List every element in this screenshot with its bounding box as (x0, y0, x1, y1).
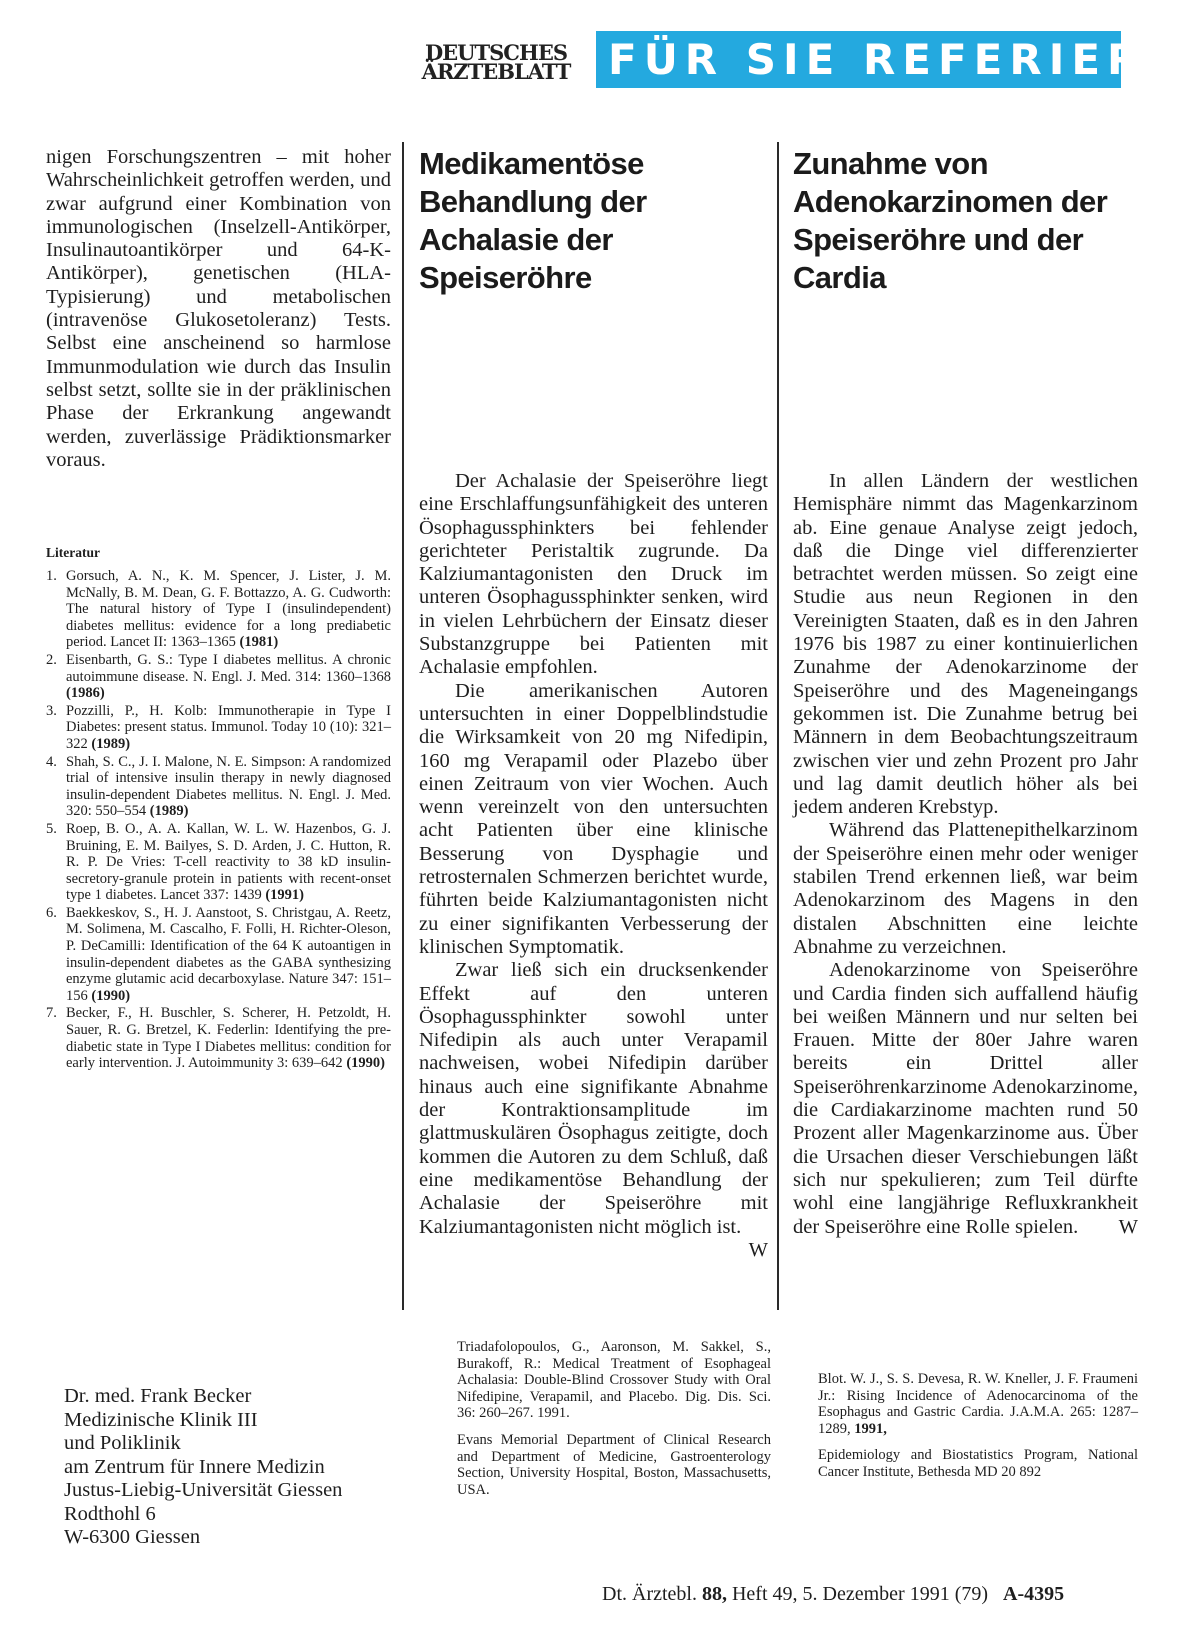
article2-source (457, 1339, 771, 1508)
article3-source (818, 1371, 1138, 1491)
section-title: FÜR SIE REFERIERT (608, 35, 1181, 84)
column1-paragraph: nigen Forschungszentren – mit hoher Wahrscheinlichkeit getroffen werden, und zwar aufgrund einer Kombination von immunologischen (Inselzell-Antikörper, Insulinautoantikörper und 64-K-Antikörper), genetischen (HLA-Typisierung) und metabolischen (intravenöse Glukosetoleranz) Tests. Selbst eine anscheinend so harmlose Immunmodulation wie durch das Insulin selbst setzt, sollte sie in der präklinischen Phase der Erkrankung angewandt werden, zuverlässige Prädiktionsmarker voraus. (46, 146, 391, 471)
article3-affiliation: Epidemiology and Biostatistics Program, National Cancer Institute, Bethesda MD 20 892 (818, 1447, 1138, 1480)
article2-affiliation: Evans Memorial Department of Clinical Research and Department of Medicine, Gastroenterology Section, University Hospital, Boston, Massachusetts, USA. (457, 1431, 771, 1498)
article2-paragraph: Der Achalasie der Speiseröhre liegt eine Erschlaffungsunfähigkeit des unteren Ösophagussphinkters bei fehlender gerichteter Peristaltik zugrunde. Da Kalziumantagonisten den Druck im unteren Ösophagussphinkter senken, wird in vielen Lehrbüchern der Einsatz dieser Substanzgruppe bei Patienten mit Achalasie empfohlen. (419, 470, 768, 679)
footer-issue: Heft 49, 5. Dezember 1991 (79) (731, 1583, 989, 1605)
footer-volume: 88, (701, 1583, 727, 1605)
reference-item: 5. Roep, B. O., A. A. Kallan, W. L. W. Hazenbos, G. J. Bruining, E. M. Bailyes, S. D. Arden, J. C. Hutton, R. R. P. De Vries: T-cell reactivity to 38 kD insulin-secretory-granule protein in patients with recent-onset type 1 diabetes. Lancet 337: 1439 (1991) (46, 820, 391, 904)
author-line: W-6300 Giessen (64, 1526, 201, 1548)
article2-paragraph: Die amerikanischen Autoren untersuchten in einer Doppelblindstudie die Wirksamkeit von 20 mg Nifedipin, 160 mg Verapamil oder Plazebo über einen Zeitraum von vier Wochen. Auch wenn vereinzelt von den untersuchten acht Patienten über eine klinische Besserung von Dysphagie und retrosternalen Schmerzen berichtet wurde, führten beide Kalziumantagonisten nicht zu einer signifikanten Verbesserung der klinischen Symptomatik. (419, 679, 768, 958)
journal-masthead-logo (408, 40, 584, 84)
article3-paragraph: Adenokarzinome von Speiseröhre und Cardia finden sich auffallend häufig bei weißen Männern und nur selten bei Frauen. Mitte der 80er Jahre waren bereits ein Drittel aller Speiseröhrenkarzinome Adenokarzinome, die Cardiakarzinome machten rund 50 Prozent aller Magenkarzinome aus. Über die Ursachen dieser Verschiebungen läßt sich nur spekulieren; zum Teil dürfte wohl eine langjährige Refluxkrankheit der Speiseröhre eine Rolle spielen. W (793, 959, 1138, 1238)
author-line: und Poliklinik (64, 1432, 181, 1454)
masthead-line2: ÄRZTEBLATT (421, 59, 571, 84)
reference-item: 1. Gorsuch, A. N., K. M. Spencer, J. Lister, J. M. McNally, B. M. Dean, G. F. Bottazzo, A. G. Cudworth: The natural history of Type I (insulindependent) diabetes mellitus: evidence for a long prediabetic period. Lancet II: 1363–1365 (1981) (46, 568, 391, 651)
masthead-line1: DEUTSCHES (424, 40, 568, 65)
author-name: Dr. med. Frank Becker (64, 1385, 252, 1407)
article2-reference: Triadafolopoulos, G., Aaronson, M. Sakkel, S., Burakoff, R.: Medical Treatment of Esophageal Achalasia: Double-Blind Crossover Study with Oral Nifedipine, Verapamil, and Placebo. Dig. Dis. Sci. 36: 260–267. 1991. (457, 1339, 771, 1422)
article2-paragraph: Zwar ließ sich ein drucksenkender Effekt auf den unteren Ösophagussphinkter sowohl unter Nifedipin als auch unter Verapamil nachweisen, wobei Nifedipin darüber hinaus auch eine signifikante Abnahme der Kontraktionsamplitude im glattmuskulären Ösophagus zeitigte, doch kommen die Autoren zu dem Schluß, daß eine medikamentöse Behandlung der Achalasie der Speiseröhre mit Kalziumantagonisten nicht möglich ist. W (419, 959, 768, 1261)
section-banner (596, 31, 1181, 88)
footer-journal: Dt. Ärztebl. (602, 1583, 697, 1605)
article3-paragraph: In allen Ländern der westlichen Hemisphäre nimmt das Magenkarzinom ab. Eine genaue Analyse zeigt jedoch, daß die Dinge viel differenzierter betrachtet werden müssen. So zeigt eine Studie aus neun Regionen in den Vereinigten Staaten, daß es in den Jahren 1976 bis 1987 zu einer kontinuierlichen Zunahme der Adenokarzinome der Speiseröhre und des Mageneingangs gekommen ist. Die Zunahme betrug bei Männern in dem Beobachtungszeitraum zwischen vier und zehn Prozent pro Jahr und lag damit deutlich höher als bei jedem anderen Krebstyp. (793, 470, 1138, 819)
author-line: Rodthohl 6 (64, 1502, 156, 1525)
reference-item: 2. Eisenbarth, G. S.: Type I diabetes mellitus. A chronic autoimmune disease. N. Engl. J. Med. 314: 1360–1368 (1986) (46, 651, 391, 702)
literature-heading: Literatur (46, 545, 100, 560)
article3-paragraph: Während das Plattenepithelkarzinom der Speiseröhre einen mehr oder weniger stabilen Trend erkennen ließ, war beim Adenokarzinom des Magens in den distalen Abschnitten eine leichte Abnahme zu verzeichnen. (793, 819, 1138, 958)
reference-item: 4. Shah, S. C., J. I. Malone, N. E. Simpson: A randomized trial of intensive insulin therapy in newly diagnosed insulin-dependent Diabetes mellitus. N. Engl. J. Med. 320: 550–554 (1989) (46, 753, 391, 820)
column-divider-left (402, 142, 404, 1310)
article3-title: Zunahme von Adenokarzinomen der Speiseröhre und der Cardia (793, 146, 1108, 295)
author-line: am Zentrum für Innere Medizin (64, 1455, 325, 1478)
article3-signature: W (1118, 1215, 1138, 1238)
author-address (64, 1385, 342, 1550)
column1-body (46, 146, 391, 472)
article2-body (419, 470, 768, 1262)
reference-list (46, 568, 391, 1073)
article3-body (793, 470, 1138, 1239)
reference-item: 6. Baekkeskov, S., H. J. Aanstoot, S. Christgau, A. Reetz, M. Solimena, M. Cascalho, F. Folli, H. Richter-Oleson, P. DeCamilli: Identification of the 64 K autoantigen in insulin-dependent diabetes as the GABA synthesizing enzyme glutamic acid decarboxylase. Nature 347: 151–156 (1990) (46, 904, 391, 1004)
article3-reference: Blot. W. J., S. S. Devesa, R. W. Kneller, J. F. Fraumeni Jr.: Rising Incidence of Adenocarcinoma of the Esophagus and Gastric Cardia. J.A.M.A. 265: 1287–1289, 1991, (818, 1371, 1138, 1437)
page-footer (602, 1583, 1142, 1606)
author-line: Medizinische Klinik III (64, 1408, 258, 1431)
article2-title: Medikamentöse Behandlung der Achalasie der Speiseröhre (419, 146, 647, 295)
reference-item: 3. Pozzilli, P., H. Kolb: Immunotherapie in Type I Diabetes: present status. Immunol. Today 10 (10): 321–322 (1989) (46, 702, 391, 752)
column-divider-right (777, 142, 779, 1310)
reference-item: 7. Becker, F., H. Buschler, S. Scherer, H. Petzoldt, H. Sauer, R. G. Bretzel, K. Federlin: Identifying the pre-diabetic state in Type I Diabetes mellitus: condition for early intervention. J. Autoimmunity 3: 639–642 (1990) (46, 1005, 391, 1072)
article2-signature: W (748, 1238, 768, 1261)
author-line: Justus-Liebig-Universität Giessen (64, 1479, 343, 1501)
page-number: A-4395 (1003, 1583, 1065, 1605)
